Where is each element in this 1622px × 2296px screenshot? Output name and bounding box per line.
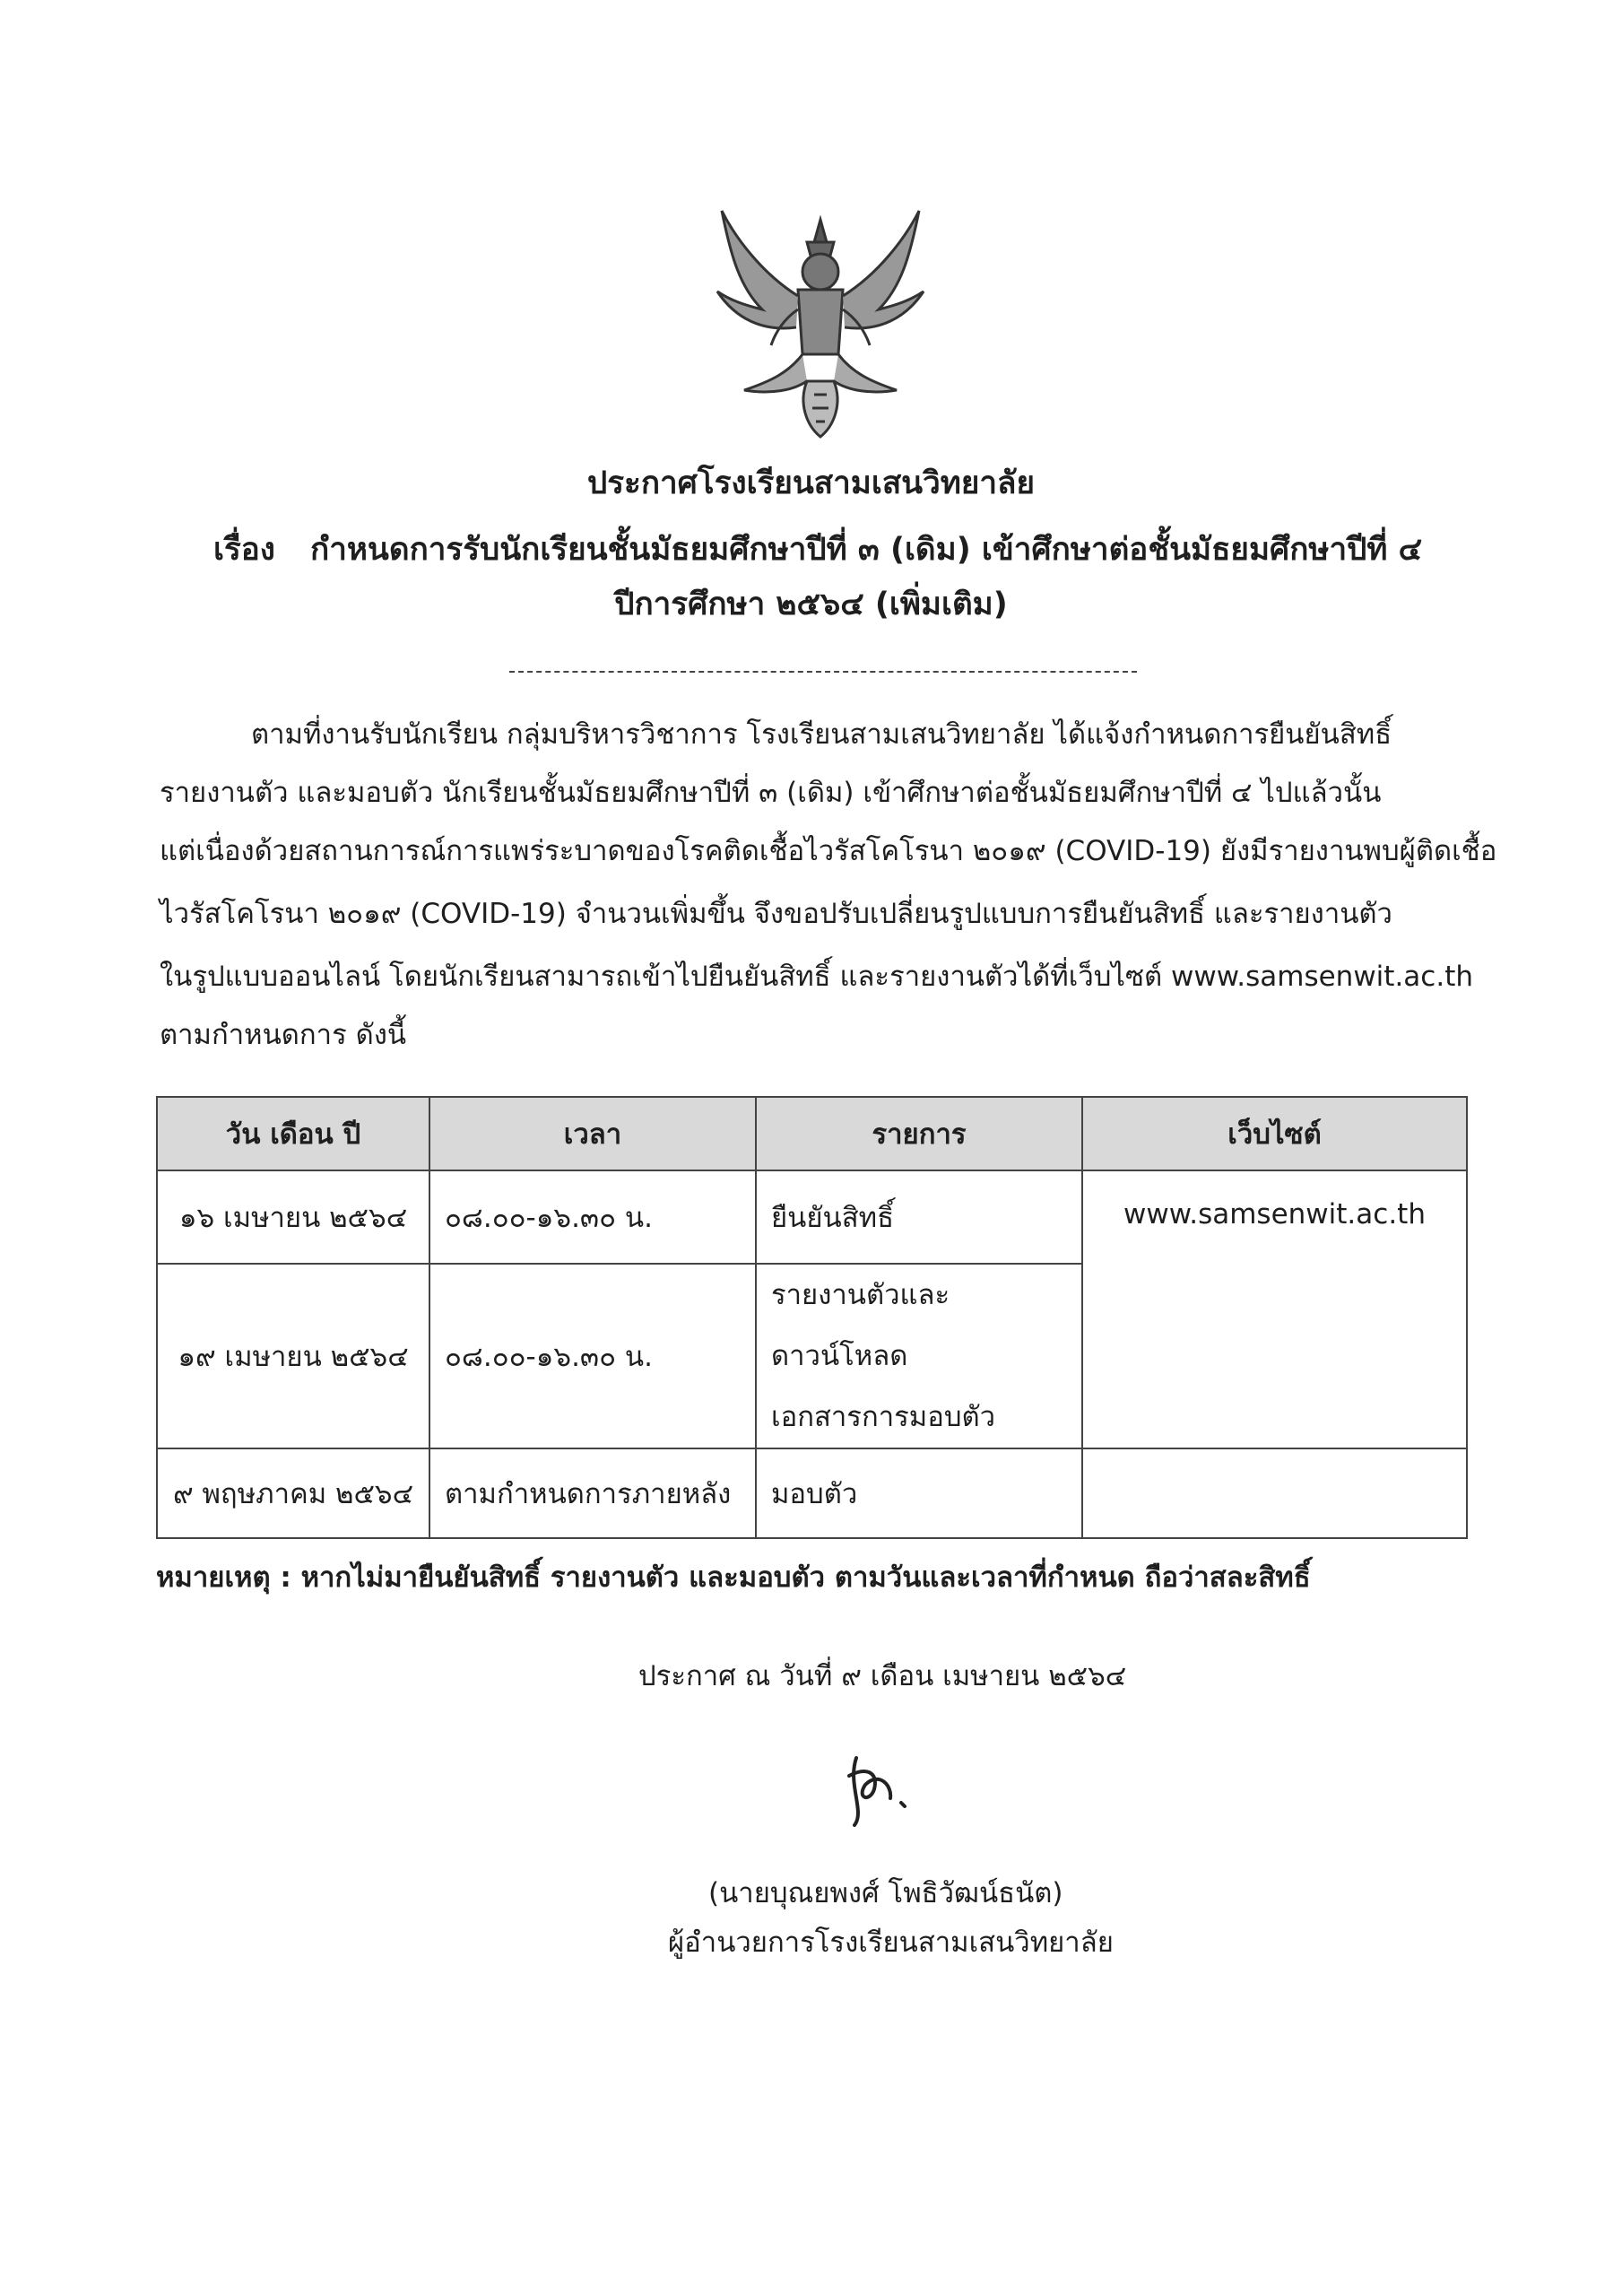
table-header-row bbox=[157, 1097, 1467, 1170]
table-row bbox=[157, 1170, 1467, 1264]
signer-name: (นายบุณยพงศ์ โพธิวัฒน์ธนัต) bbox=[708, 1877, 1063, 1909]
website-link[interactable]: www.samsenwit.ac.th bbox=[1123, 1198, 1426, 1231]
schedule-table bbox=[156, 1096, 1468, 1539]
announcement-title: ประกาศโรงเรียนสามเสนวิทยาลัย bbox=[587, 465, 1035, 501]
column-header-item: รายการ bbox=[756, 1097, 1082, 1170]
cell-time: ๐๘.๐๐-๑๖.๓๐ น. bbox=[429, 1264, 756, 1448]
body-line: รายงานตัว และมอบตัว นักเรียนชั้นมัธยมศึกษาปีที่ ๓ (เดิม) เข้าศึกษาต่อชั้นมัธยมศึกษาปีที่ ๔ ไปแล้วนั้น bbox=[160, 777, 1382, 809]
remark-note: หมายเหตุ : หากไม่มายืนยันสิทธิ์ รายงานตัว และมอบตัว ตามวันและเวลาที่กำหนด ถือว่าสละสิทธิ์ bbox=[156, 1561, 1311, 1594]
cell-time: ตามกำหนดการภายหลัง bbox=[429, 1448, 756, 1538]
column-header-time: เวลา bbox=[429, 1097, 756, 1170]
body-line: ไวรัสโคโรนา ๒๐๑๙ (COVID-19) จำนวนเพิ่มขึ้น จึงขอปรับเปลี่ยนรูปแบบการยืนยันสิทธิ์ และรายงานตัว bbox=[160, 898, 1392, 930]
cell-item: ยืนยันสิทธิ์ bbox=[756, 1170, 1082, 1264]
cell-item bbox=[756, 1264, 1082, 1448]
column-header-date: วัน เดือน ปี bbox=[157, 1097, 429, 1170]
announcement-date: ประกาศ ณ วันที่ ๙ เดือน เมษายน ๒๕๖๔ bbox=[638, 1660, 1127, 1692]
cell-item-line: รายงานตัวและดาวน์โหลด bbox=[771, 1279, 950, 1372]
cell-website[interactable] bbox=[1082, 1170, 1467, 1448]
cell-item-line: เอกสารการมอบตัว bbox=[771, 1401, 996, 1433]
garuda-emblem-icon bbox=[708, 202, 932, 444]
signer-position: ผู้อำนวยการโรงเรียนสามเสนวิทยาลัย bbox=[668, 1926, 1114, 1959]
cell-time: ๐๘.๐๐-๑๖.๓๐ น. bbox=[429, 1170, 756, 1264]
body-line: ในรูปแบบออนไลน์ โดยนักเรียนสามารถเข้าไปยืนยันสิทธิ์ และรายงานตัวได้ที่เว็บไซต์ www.samsenwit.ac.th bbox=[160, 961, 1473, 993]
cell-date: ๙ พฤษภาคม ๒๕๖๔ bbox=[157, 1448, 429, 1538]
divider bbox=[509, 671, 1137, 673]
cell-date: ๑๙ เมษายน ๒๕๖๔ bbox=[157, 1264, 429, 1448]
body-line: ตามกำหนดการ ดังนี้ bbox=[160, 1019, 407, 1051]
body-line: ตามที่งานรับนักเรียน กลุ่มบริหารวิชาการ โรงเรียนสามเสนวิทยาลัย ได้แจ้งกำหนดการยืนยันสิทธิ์ bbox=[251, 718, 1392, 751]
cell-item: มอบตัว bbox=[756, 1448, 1082, 1538]
cell-website-empty bbox=[1082, 1448, 1467, 1538]
body-line: แต่เนื่องด้วยสถานการณ์การแพร่ระบาดของโรคติดเชื้อไวรัสโคโรนา ๒๐๑๙ (COVID-19) ยังมีรายงานพบผู้ติดเชื้อ bbox=[160, 835, 1497, 867]
cell-date: ๑๖ เมษายน ๒๕๖๔ bbox=[157, 1170, 429, 1264]
subject-text: กำหนดการรับนักเรียนชั้นมัธยมศึกษาปีที่ ๓ (เดิม) เข้าศึกษาต่อชั้นมัธยมศึกษาปีที่ ๔ bbox=[310, 532, 1423, 568]
column-header-website: เว็บไซต์ bbox=[1082, 1097, 1467, 1170]
subject-line bbox=[213, 525, 1422, 574]
subject-label: เรื่อง bbox=[213, 532, 275, 568]
subject-second-line: ปีการศึกษา ๒๕๖๔ (เพิ่มเติม) bbox=[614, 587, 1008, 622]
table-row bbox=[157, 1448, 1467, 1538]
signature-icon bbox=[829, 1749, 937, 1830]
